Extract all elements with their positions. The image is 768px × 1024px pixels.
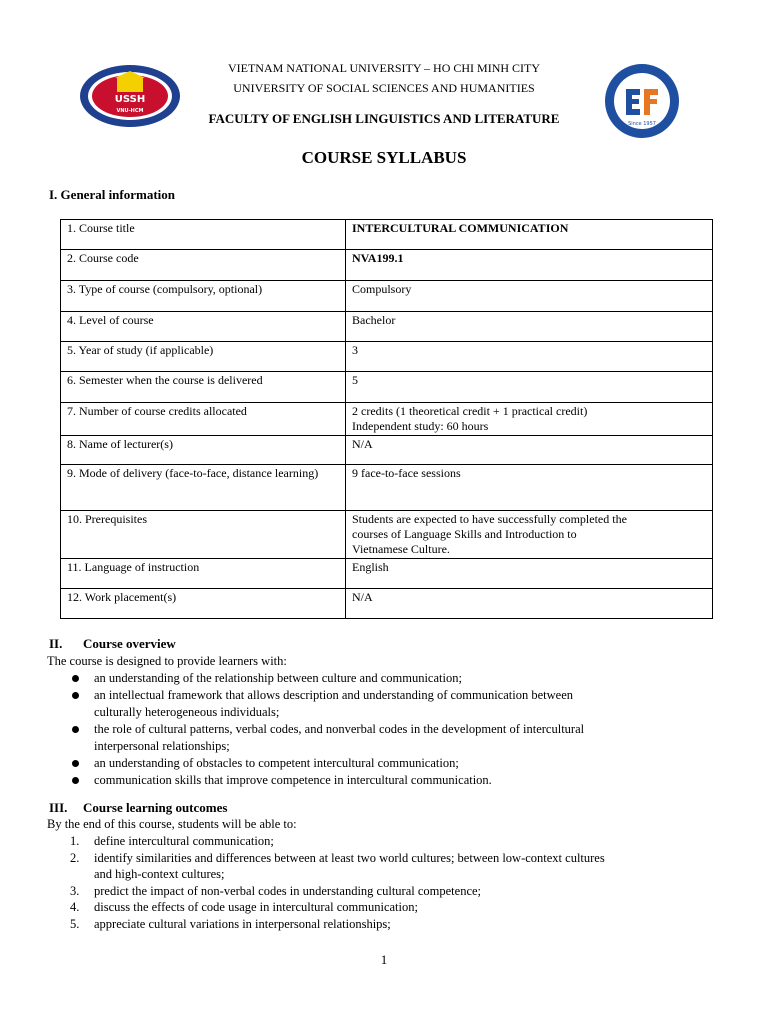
info-value-line: 9 face-to-face sessions xyxy=(352,466,461,480)
list-item xyxy=(64,670,584,687)
school-line: UNIVERSITY OF SOCIAL SCIENCES AND HUMANITIES xyxy=(233,81,535,95)
list-item-text: predict the impact of non-verbal codes in understanding cultural competence; xyxy=(94,883,482,898)
info-label: 11. Language of instruction xyxy=(61,559,346,589)
info-label: 2. Course code xyxy=(61,250,346,281)
info-value-line: Vietnamese Culture. xyxy=(352,542,450,556)
info-value-line: INTERCULTURAL COMMUNICATION xyxy=(352,221,569,235)
section-1-heading: I. General information xyxy=(49,187,176,202)
info-row xyxy=(61,372,713,403)
info-label: 9. Mode of delivery (face-to-face, distance learning) xyxy=(61,465,346,511)
section-3-heading: Course learning outcomes xyxy=(83,800,228,815)
list-item xyxy=(64,772,584,789)
info-label: 4. Level of course xyxy=(61,312,346,342)
ussh-logo-subtext: VNU-HCM xyxy=(116,108,144,114)
list-item-number: 3. xyxy=(70,883,80,898)
list-item-text: discuss the effects of code usage in intercultural communication; xyxy=(94,900,418,914)
bullet-icon xyxy=(72,692,79,699)
info-value xyxy=(346,250,713,281)
list-item xyxy=(64,687,584,721)
bullet-icon xyxy=(72,777,79,784)
info-value-line: N/A xyxy=(352,590,373,604)
info-row xyxy=(61,436,713,465)
info-value xyxy=(346,436,713,465)
list-item-text: appreciate cultural variations in interpersonal relationships; xyxy=(94,916,391,931)
info-value xyxy=(346,312,713,342)
info-value-line: NVA199.1 xyxy=(352,251,404,265)
info-value xyxy=(346,342,713,372)
bullet-icon xyxy=(72,726,79,733)
info-value xyxy=(346,465,713,511)
list-item-text: an understanding of the relationship between culture and communication; xyxy=(94,671,462,685)
info-row xyxy=(61,559,713,589)
info-label: 7. Number of course credits allocated xyxy=(61,403,346,436)
info-value-line: 5 xyxy=(352,373,358,387)
list-item-text: the role of cultural patterns, verbal codes, and nonverbal codes in the development of intercultural xyxy=(94,722,585,736)
section-3-intro: By the end of this course, students will be able to: xyxy=(47,817,297,831)
info-value-line: English xyxy=(352,560,389,574)
info-row xyxy=(61,312,713,342)
list-item-text: culturally heterogeneous individuals; xyxy=(94,705,280,719)
info-value-line: Bachelor xyxy=(352,313,396,327)
info-label: 8. Name of lecturer(s) xyxy=(61,436,346,465)
list-item-text: an intellectual framework that allows description and understanding of communication between xyxy=(94,688,574,702)
ussh-logo-text: USSH xyxy=(114,94,146,105)
list-item xyxy=(64,850,605,883)
course-overview-list xyxy=(64,670,584,789)
info-value-line: Independent study: 60 hours xyxy=(352,419,489,433)
list-item-text: define intercultural communication; xyxy=(94,834,274,848)
info-value-line: 3 xyxy=(352,343,358,357)
section-2-heading: Course overview xyxy=(83,636,176,651)
info-row xyxy=(61,511,713,559)
info-value-line: 2 credits (1 theoretical credit + 1 practical credit) xyxy=(352,404,588,418)
info-row xyxy=(61,403,713,436)
info-value xyxy=(346,589,713,619)
info-row xyxy=(61,250,713,281)
section-2-number: II. xyxy=(49,636,63,651)
ef-logo-subtext: Since 1957 xyxy=(628,121,656,127)
list-item xyxy=(64,721,584,755)
info-row xyxy=(61,465,713,511)
list-item xyxy=(64,833,605,850)
list-item-number: 1. xyxy=(70,834,80,848)
info-value-line: courses of Language Skills and Introduction to xyxy=(352,527,577,541)
list-item xyxy=(64,916,605,933)
info-row xyxy=(61,220,713,250)
page-number: 1 xyxy=(380,952,388,967)
list-item-number: 5. xyxy=(70,916,80,931)
bullet-icon xyxy=(72,760,79,767)
info-label: 3. Type of course (compulsory, optional) xyxy=(61,281,346,312)
info-row xyxy=(61,281,713,312)
info-label: 1. Course title xyxy=(61,220,346,250)
list-item xyxy=(64,755,584,772)
info-value xyxy=(346,220,713,250)
info-value xyxy=(346,511,713,559)
info-row xyxy=(61,589,713,619)
list-item-text: communication skills that improve competence in intercultural communication. xyxy=(94,773,492,787)
info-value xyxy=(346,372,713,403)
list-item xyxy=(64,899,605,916)
list-item-text: an understanding of obstacles to competent intercultural communication; xyxy=(94,756,459,770)
info-value xyxy=(346,559,713,589)
general-info-table xyxy=(60,219,713,619)
list-item-text: interpersonal relationships; xyxy=(94,739,230,753)
page-title: COURSE SYLLABUS xyxy=(301,148,467,167)
list-item-number: 4. xyxy=(70,900,80,914)
list-item-text: identify similarities and differences between at least two world cultures; between low-context cultures xyxy=(94,850,605,865)
info-value xyxy=(346,403,713,436)
info-row xyxy=(61,342,713,372)
section-3-number: III. xyxy=(49,800,68,815)
university-line: VIETNAM NATIONAL UNIVERSITY – HO CHI MINH CITY xyxy=(227,61,541,75)
info-label: 12. Work placement(s) xyxy=(61,589,346,619)
info-value-line: Students are expected to have successfully completed the xyxy=(352,512,627,526)
list-item-number: 2. xyxy=(70,850,80,865)
info-label: 5. Year of study (if applicable) xyxy=(61,342,346,372)
list-item xyxy=(64,883,605,900)
list-item-text: and high-context cultures; xyxy=(94,867,225,881)
bullet-icon xyxy=(72,675,79,682)
info-value-line: Compulsory xyxy=(352,282,412,296)
info-value xyxy=(346,281,713,312)
learning-outcomes-list xyxy=(64,833,605,932)
faculty-line: FACULTY OF ENGLISH LINGUISTICS AND LITERATURE xyxy=(208,111,560,126)
info-label: 6. Semester when the course is delivered xyxy=(61,372,346,403)
info-value-line: N/A xyxy=(352,437,373,451)
section-2-intro: The course is designed to provide learners with: xyxy=(47,654,287,668)
info-label: 10. Prerequisites xyxy=(61,511,346,559)
